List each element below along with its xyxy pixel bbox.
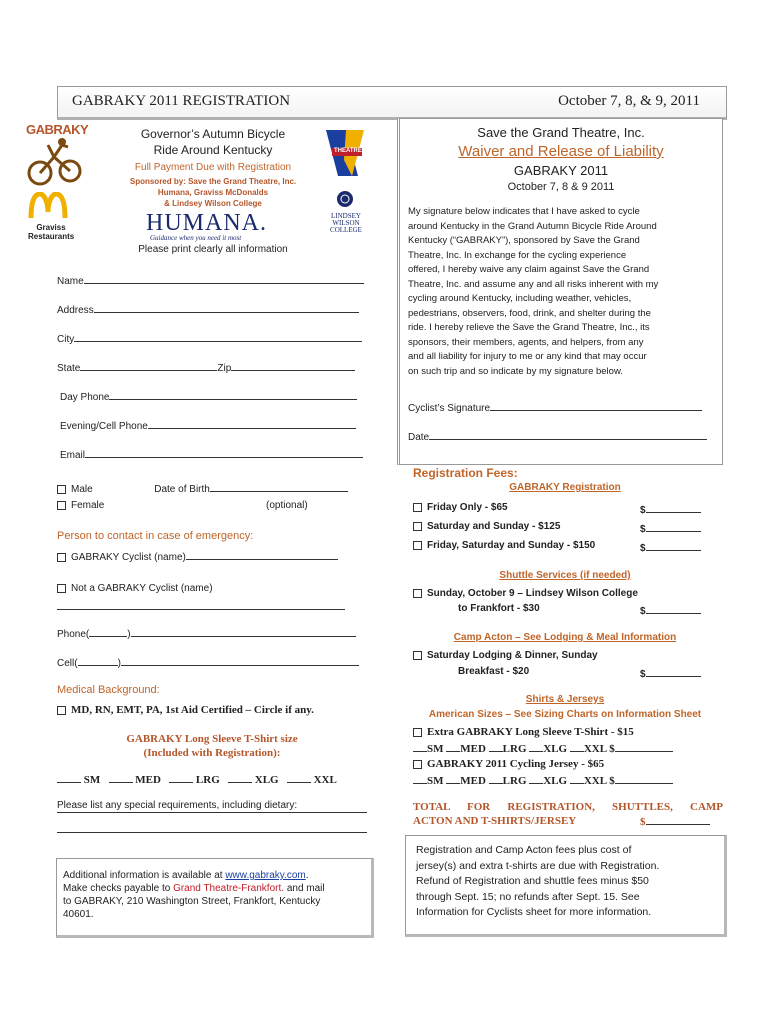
emergency-noncyclist-row: Not a GABRAKY Cyclist (name) [57, 583, 213, 597]
waiver-org: Save the Grand Theatre, Inc. [477, 125, 645, 140]
name-field[interactable] [84, 273, 364, 284]
special-line-1[interactable] [57, 812, 367, 813]
header-bar [57, 86, 727, 120]
extra-xxl-field[interactable] [570, 741, 584, 752]
friday-amount-field[interactable] [646, 502, 701, 513]
fri-sat-sun-amount-field[interactable] [646, 540, 701, 551]
size-sm-field[interactable] [57, 772, 81, 783]
fee-friday: Friday Only - $65 [413, 502, 508, 513]
female-row: Female [57, 500, 104, 514]
extra-sm-field[interactable] [413, 741, 427, 752]
waiver-title: Waiver and Release of Liability [458, 143, 664, 160]
email-row: Email [60, 447, 363, 461]
special-requirements-label: Please list any special requirements, including dietary: [57, 800, 298, 811]
emergency-cyclist-field[interactable] [186, 549, 338, 560]
city-field[interactable] [74, 331, 362, 342]
male-checkbox[interactable] [57, 485, 66, 494]
golden-arches-icon [28, 192, 68, 218]
theatre-icon [322, 126, 368, 182]
jersey-lrg-field[interactable] [489, 773, 503, 784]
total-amount: $ [640, 814, 710, 828]
info-note-box: Additional information is available at www.gabraky.com. Make checks payable to Grand Theatre-Frankfort. and mail to GABRAKY, 210 Washington Street, Frankfort, Kentucky 40601. [56, 858, 374, 938]
fee-fri-sat-sun-amount: $ [640, 540, 701, 554]
jersey-med-field[interactable] [446, 773, 460, 784]
shuttle-amount-field[interactable] [646, 603, 701, 614]
extra-med-field[interactable] [446, 741, 460, 752]
college-seal-icon [336, 190, 354, 208]
emergency-cell-row: Cell( ) [57, 655, 359, 669]
website-link[interactable]: www.gabraky.com [225, 870, 306, 881]
jersey-checkbox[interactable] [413, 760, 422, 769]
phone-number-field[interactable] [131, 626, 356, 637]
cell-area-field[interactable] [78, 655, 118, 666]
fee-friday-amount: $ [640, 502, 701, 516]
payment-due: Full Payment Due with Registration [134, 162, 292, 173]
medical-heading: Medical Background: [57, 684, 160, 696]
sat-sun-amount-field[interactable] [646, 521, 701, 532]
extra-lrg-field[interactable] [489, 741, 503, 752]
size-xxl-field[interactable] [287, 772, 311, 783]
optional-note: (optional) [266, 500, 308, 511]
fees-heading: Registration Fees: [413, 466, 518, 480]
total-label: TOTAL FOR REGISTRATION, SHUTTLES, CAMP ACTON AND T-SHIRTS/JERSEY [413, 801, 723, 827]
gender-dob-row: Male Date of Birth [57, 481, 348, 495]
cyclist-icon [26, 137, 86, 189]
evening-phone-row: Evening/Cell Phone [60, 418, 356, 432]
form-title: GABRAKY 2011 REGISTRATION [72, 93, 291, 109]
acton-amount: $ [640, 666, 701, 680]
signature-row: Cyclist’s Signature [408, 400, 702, 414]
acton-line-2: Breakfast - $20 [458, 666, 530, 677]
state-field[interactable] [80, 360, 217, 371]
event-info [98, 126, 328, 209]
refund-note-box: Registration and Camp Acton fees plus cost of jersey(s) and extra t-shirts are due with Registration. Refund of Registration and shuttle fees minus $50 through Sept. 15; no refunds after Sept. 15. See Information for Cyclists sheet for more information. [405, 835, 727, 937]
jersey-sizes: SM MED LRG XLG XXL $ [413, 773, 673, 787]
humana-logo: HUMANA. Guidance when you need it most [146, 210, 267, 242]
jersey-sm-field[interactable] [413, 773, 427, 784]
special-line-2[interactable] [57, 832, 367, 833]
acton-amount-field[interactable] [646, 666, 701, 677]
grand-theatre-logo: THEATRE [322, 126, 372, 186]
print-clearly: Please print clearly all information [138, 244, 288, 255]
waiver-date-field[interactable] [429, 429, 707, 440]
event-dates: October 7, 8, & 9, 2011 [558, 93, 700, 109]
signature-field[interactable] [490, 400, 702, 411]
event-name-line1: Governor’s Autumn Bicycle [140, 127, 286, 141]
waiver-box [397, 118, 723, 465]
zip-field[interactable] [231, 360, 355, 371]
extra-shirt-row: Extra GABRAKY Long Sleeve T-Shirt - $15 [413, 726, 634, 738]
shuttle-line-1: Sunday, October 9 – Lindsey Wilson College [413, 588, 638, 599]
shuttle-checkbox[interactable] [413, 589, 422, 598]
emergency-heading: Person to contact in case of emergency: [57, 530, 254, 542]
dob-field[interactable] [210, 481, 348, 492]
fee-sat-sun: Saturday and Sunday - $125 [413, 521, 560, 532]
size-med-field[interactable] [109, 772, 133, 783]
extra-shirt-sizes: SM MED LRG XLG XXL $ [413, 741, 673, 755]
female-checkbox[interactable] [57, 501, 66, 510]
graviss-mcdonalds-logo: Graviss Restaurants [28, 192, 78, 236]
medical-checkbox[interactable] [57, 706, 66, 715]
emergency-cyclist-row: GABRAKY Cyclist (name) [57, 549, 338, 563]
waiver-body: My signature below indicates that I have asked to cycle around Kentucky in the Grand Autumn Bicycle Ride Around Kentucky (“GABRAKY”), sponsored by Save the Grand Theatre, Inc. In exchange for the cycling experience offered, I hereby waive any claim against Save the Grand Theatre, Inc. and assume any and all risks inherent with my cycling around Kentucky, including weather, vehicles, pedestrians, observers, food, drink, and shelter during the ride. I hereby relieve the Save the Grand Theatre, Inc., its sponsors, their members, agents, and helpers, from any and all liability for injury to me or any kind that may occur on such trip and so indicate by my signature below. [408, 206, 659, 377]
size-lrg-field[interactable] [169, 772, 193, 783]
total-amount-field[interactable] [646, 814, 710, 825]
shuttle-line-2: to Frankfort - $30 [458, 603, 540, 614]
size-xlg-field[interactable] [228, 772, 252, 783]
cell-number-field[interactable] [121, 655, 359, 666]
acton-heading: Camp Acton – See Lodging & Meal Information [453, 632, 677, 643]
address-row: Address [57, 302, 359, 316]
waiver-date-row: Date [408, 429, 707, 443]
waiver-dates: October 7, 8 & 9 2011 [507, 181, 615, 193]
not-cyclist-checkbox[interactable] [57, 584, 66, 593]
emergency-noncyclist-field[interactable] [57, 597, 345, 615]
tshirt-heading: GABRAKY Long Sleeve T-Shirt size (Included with Registration): [126, 733, 298, 759]
gabraky-logo: GABRAKY [26, 122, 88, 192]
acton-checkbox[interactable] [413, 651, 422, 660]
sat-sun-checkbox[interactable] [413, 522, 422, 531]
acton-line-1: Saturday Lodging & Dinner, Sunday [413, 650, 598, 661]
evening-phone-field[interactable] [148, 418, 356, 429]
medical-row: MD, RN, EMT, PA, 1st Aid Certified – Circle if any. [57, 704, 314, 716]
email-field[interactable] [85, 447, 363, 458]
extra-xlg-field[interactable] [529, 741, 543, 752]
cyclist-checkbox[interactable] [57, 553, 66, 562]
shirts-heading: Shirts & Jerseys [525, 694, 605, 705]
day-phone-row: Day Phone [60, 389, 357, 403]
event-name-line2: Ride Around Kentucky [153, 143, 273, 157]
emergency-phone-row: Phone( ) [57, 626, 356, 640]
fri-sat-sun-checkbox[interactable] [413, 541, 422, 550]
address-field[interactable] [94, 302, 359, 313]
tshirt-sizes: SM MED LRG XLG XXL [57, 772, 337, 786]
jersey-amount-field[interactable] [615, 773, 673, 784]
fee-fri-sat-sun: Friday, Saturday and Sunday - $150 [413, 540, 595, 551]
jersey-xlg-field[interactable] [529, 773, 543, 784]
waiver-event: GABRAKY 2011 [513, 163, 609, 178]
gabraky-registration-heading: GABRAKY Registration [509, 482, 621, 493]
jersey-row: GABRAKY 2011 Cycling Jersey - $65 [413, 758, 604, 770]
state-zip-row: State Zip [57, 360, 355, 374]
jersey-xxl-field[interactable] [570, 773, 584, 784]
city-row: City [57, 331, 362, 345]
lindsey-wilson-logo: LINDSEY WILSON COLLEGE [324, 190, 368, 234]
extra-shirt-checkbox[interactable] [413, 728, 422, 737]
name-row: Name [57, 273, 364, 287]
extra-shirt-amount-field[interactable] [615, 741, 673, 752]
fee-sat-sun-amount: $ [640, 521, 701, 535]
shuttle-heading: Shuttle Services (if needed) [499, 570, 631, 581]
phone-area-field[interactable] [89, 626, 127, 637]
shirts-subheading: American Sizes – See Sizing Charts on Information Sheet [428, 709, 702, 720]
day-phone-field[interactable] [109, 389, 357, 400]
shuttle-amount: $ [640, 603, 701, 617]
friday-checkbox[interactable] [413, 503, 422, 512]
sponsors: Sponsored by: Save the Grand Theatre, Inc. Humana, Graviss McDonalds & Lindsey Wilson College [129, 177, 297, 208]
